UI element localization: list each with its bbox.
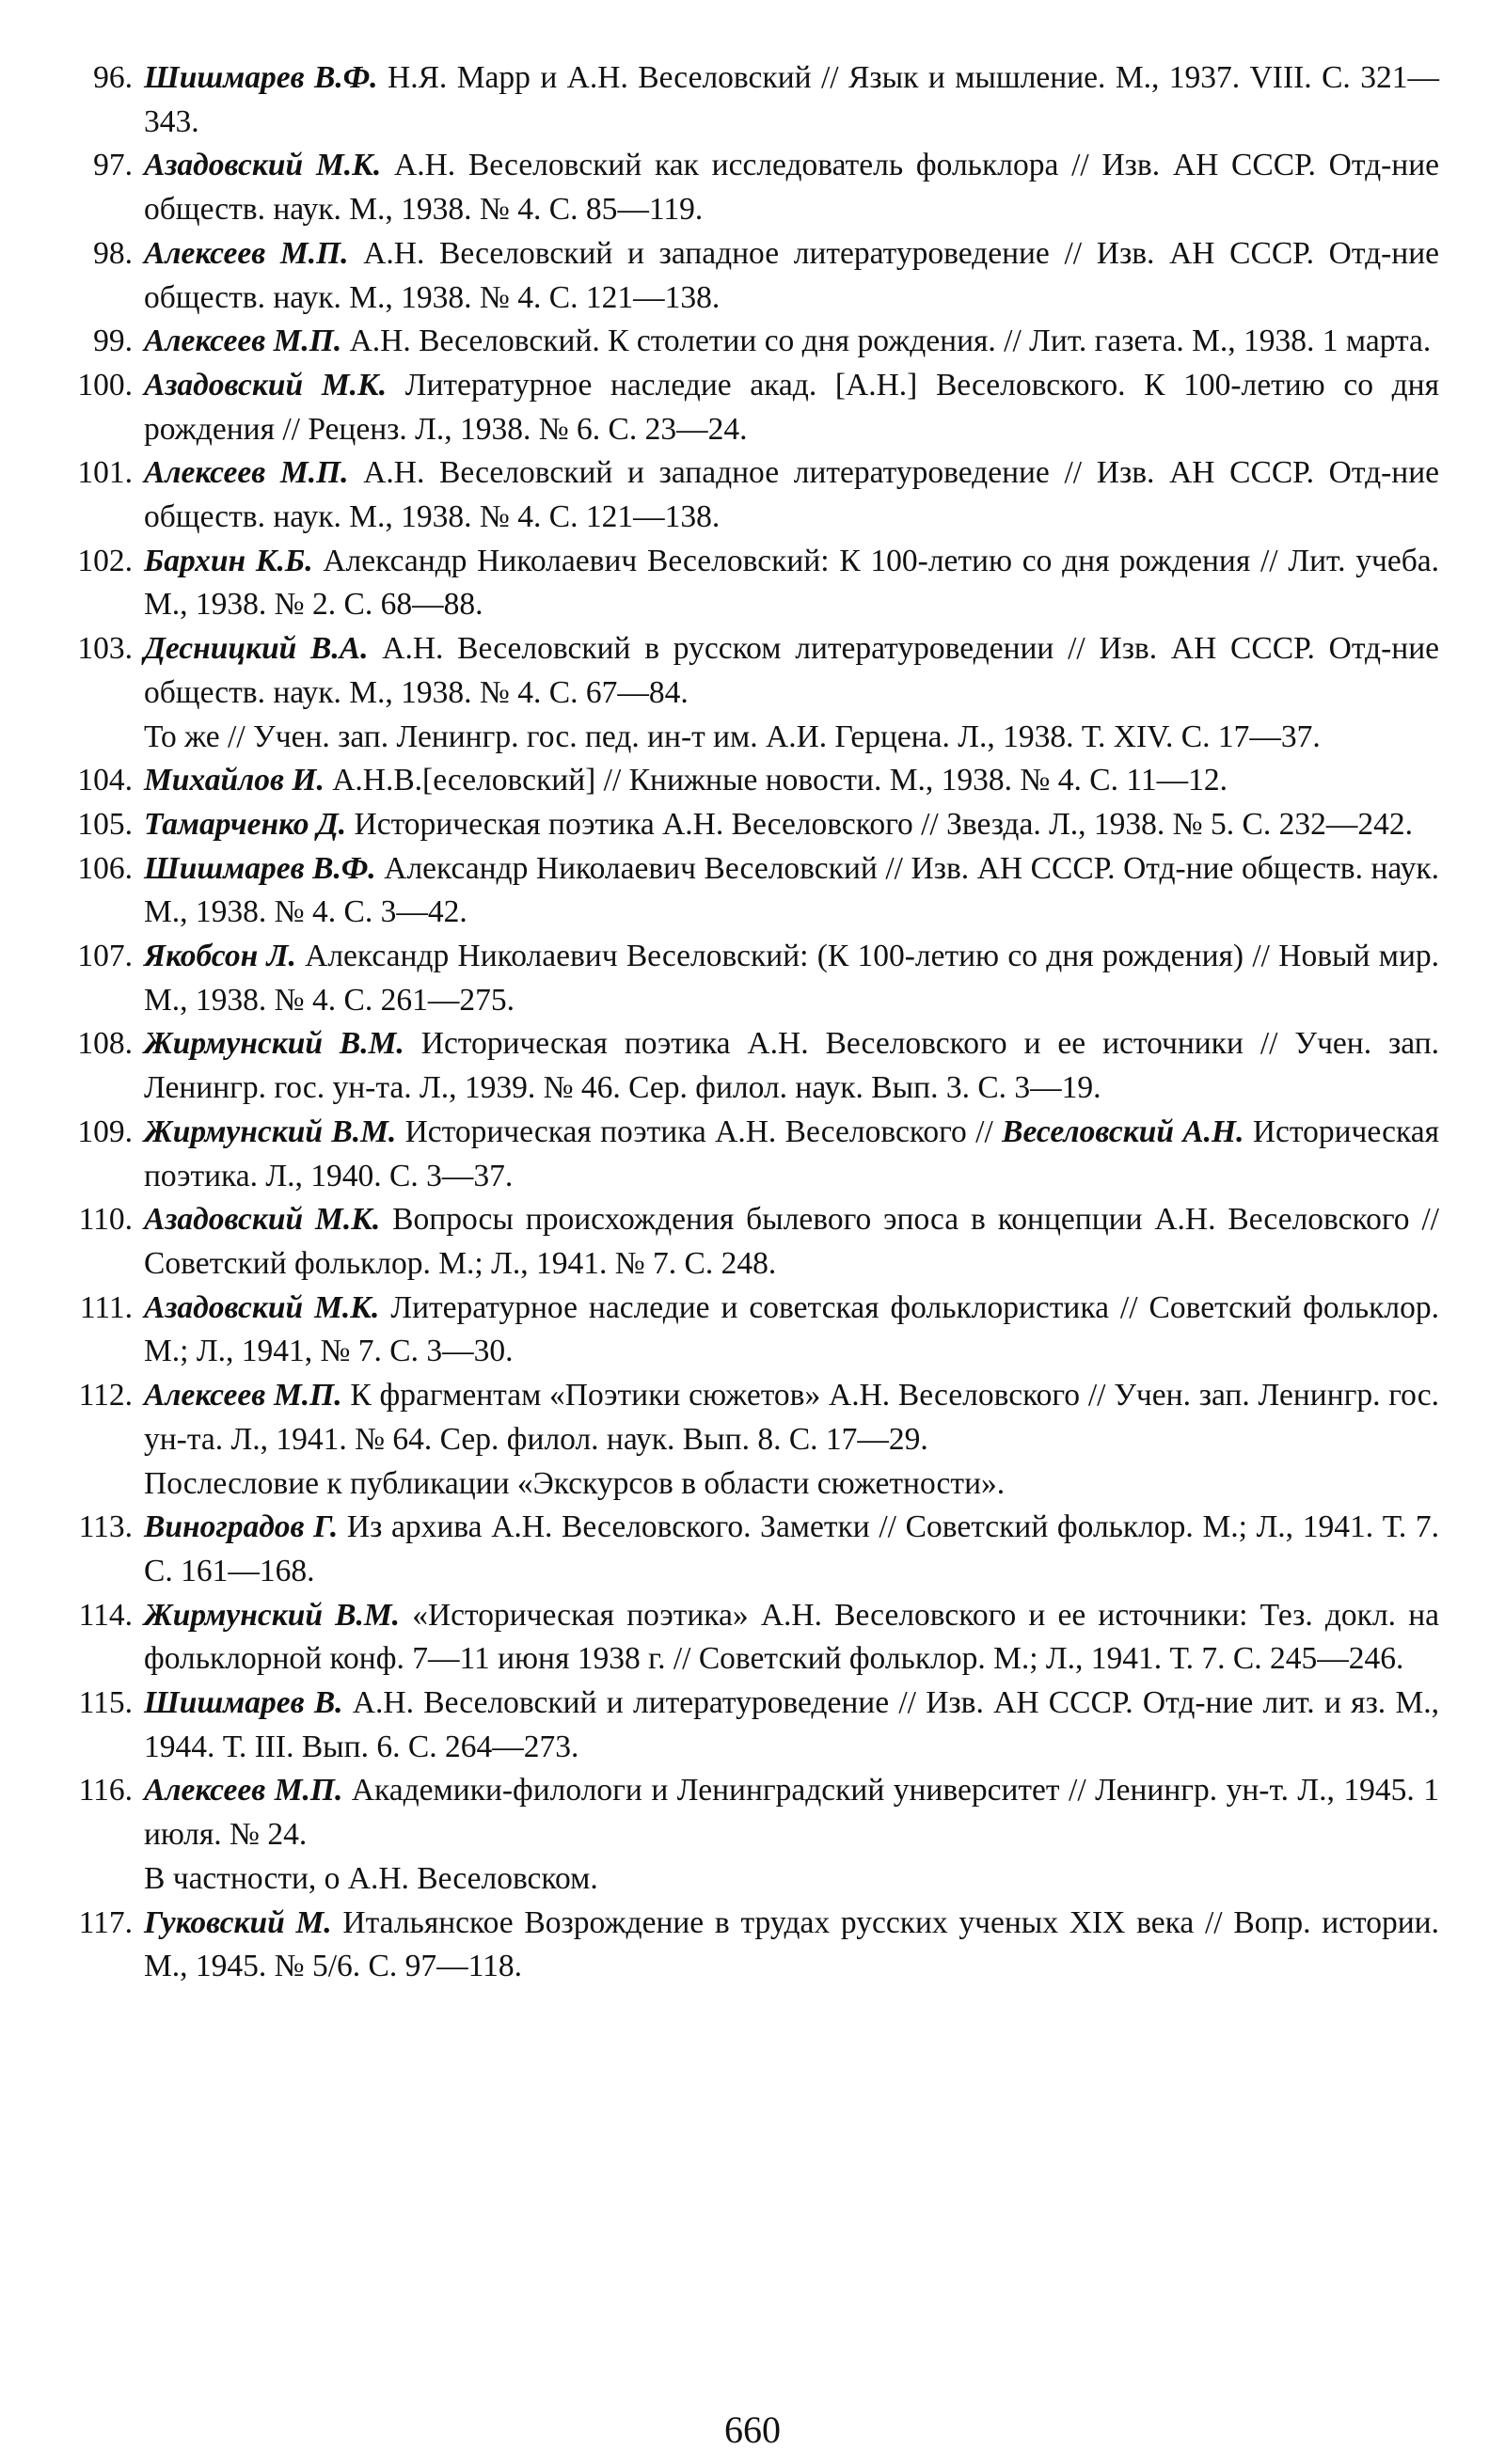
entry-text: Историческая поэтика А.Н. Веселовского // <box>396 1114 1003 1149</box>
entry-secondary-author: Веселовский А.Н. <box>1002 1114 1244 1149</box>
bibliography-entry <box>71 1594 1439 1682</box>
bibliography-entry <box>71 1287 1439 1374</box>
entry-number: 106. <box>77 850 133 886</box>
entry-number: 115. <box>78 1685 133 1721</box>
entry-author: Шишмарев В. <box>144 1685 343 1721</box>
entry-number: 103. <box>77 631 133 667</box>
entry-number: 107. <box>77 939 133 974</box>
bibliography-entry <box>71 540 1439 627</box>
entry-author: Алексеев М.П. <box>144 235 349 271</box>
entry-text: К фрагментам «Поэтики сюжетов» А.Н. Веселовского // Учен. зап. Ленингр. гос. ун-та. Л., 1941. № 64. Сер. филол. наук. Вып. 8. С. 17—29. <box>144 1378 1439 1457</box>
entry-number: 101. <box>77 455 133 491</box>
bibliography-entry <box>71 1198 1439 1286</box>
bibliography-entry <box>71 364 1439 451</box>
entry-text: Академики-филологи и Ленинградский университет // Ленингр. ун-т. Л., 1945. 1 июля. № 24. <box>144 1773 1439 1853</box>
entry-number: 99. <box>93 324 133 359</box>
entry-text: А.Н. Веселовский. К столетии со дня рождения. // Лит. газета. М., 1938. 1 марта. <box>341 324 1432 359</box>
entry-number: 112. <box>78 1378 133 1414</box>
entry-number: 109. <box>77 1114 133 1149</box>
entry-author: Шишмарев В.Ф. <box>144 850 376 886</box>
entry-author: Алексеев М.П. <box>144 1773 343 1809</box>
bibliography-entry <box>71 144 1439 231</box>
entry-text: Александр Николаевич Веселовский: К 100-летию со дня рождения // Лит. учеба. М., 1938. № 2. С. 68—88. <box>144 543 1439 623</box>
entry-note: То же // Учен. зап. Ленингр. гос. пед. ин-т им. А.И. Герцена. Л., 1938. Т. XIV. С. 17—37. <box>144 719 1321 754</box>
entry-text: Из архива А.Н. Веселовского. Заметки // Советский фольклор. М.; Л., 1941. Т. 7. С. 161—168. <box>144 1509 1439 1588</box>
bibliography-entry <box>71 1682 1439 1769</box>
entry-number: 104. <box>77 763 133 798</box>
entry-text: Историческая поэтика А.Н. Веселовского и ее источники // Учен. зап. Ленингр. гос. ун-та. Л., 1939. № 46. Сер. филол. наук. Вып. 3. С. 3—19. <box>144 1026 1440 1106</box>
entry-text: Александр Николаевич Веселовский: (К 100-летию со дня рождения) // Новый мир. М., 1938. № 4. С. 261—275. <box>144 939 1439 1018</box>
bibliography-entry <box>71 56 1439 144</box>
bibliography-entry <box>71 1111 1439 1198</box>
bibliography-entry <box>71 803 1439 847</box>
entry-author: Жирмунский В.М. <box>144 1026 404 1062</box>
bibliography-entry <box>71 451 1439 539</box>
entry-text: Историческая поэтика А.Н. Веселовского // Звезда. Л., 1938. № 5. С. 232—242. <box>346 806 1413 842</box>
entry-author: Якобсон Л. <box>144 939 296 974</box>
entry-author: Алексеев М.П. <box>144 324 342 359</box>
bibliography-entry <box>71 232 1439 320</box>
entry-text: Итальянское Возрождение в трудах русских ученых XIX века // Вопр. истории. М., 1945. № 5/6. С. 97—118. <box>144 1904 1439 1984</box>
entry-text: А.Н. Веселовский как исследователь фольклора // Изв. АН СССР. Отд-ние обществ. наук. М., 1938. № 4. С. 85—119. <box>144 148 1439 228</box>
entry-author: Жирмунский В.М. <box>144 1114 397 1149</box>
bibliography-entry <box>71 847 1439 935</box>
entry-text: Александр Николаевич Веселовский // Изв. АН СССР. Отд-ние обществ. наук. М., 1938. № 4. С. 3—42. <box>144 850 1439 930</box>
entry-author: Шишмарев В.Ф. <box>144 60 378 95</box>
entry-number: 96. <box>93 60 133 95</box>
entry-author: Алексеев М.П. <box>144 455 349 491</box>
entry-text: А.Н. Веселовский и литературоведение // Изв. АН СССР. Отд-ние лит. и яз. М., 1944. Т. III. Вып. 6. С. 264—273. <box>144 1685 1439 1764</box>
entry-number: 97. <box>93 148 133 183</box>
entry-author: Михайлов И. <box>144 763 325 798</box>
page-number: 660 <box>724 2409 781 2451</box>
entry-author: Десницкий В.А. <box>144 631 369 667</box>
entry-author: Азадовский М.К. <box>144 1202 381 1238</box>
entry-author: Азадовский М.К. <box>144 367 388 403</box>
entry-author: Азадовский М.К. <box>144 1289 380 1325</box>
entry-number: 114. <box>78 1597 133 1633</box>
entry-number: 113. <box>78 1509 133 1545</box>
entry-text-continued: Историческая поэтика. Л., 1940. С. 3—37. <box>144 1114 1440 1193</box>
entry-author: Гуковский М. <box>144 1904 332 1940</box>
entry-number: 98. <box>93 235 133 271</box>
entry-number: 102. <box>77 543 133 578</box>
bibliography-list <box>71 56 1439 1989</box>
entry-number: 108. <box>77 1026 133 1062</box>
entry-text: Вопросы происхождения былевого эпоса в концепции А.Н. Веселовского // Советский фольклор. М.; Л., 1941. № 7. С. 248. <box>144 1202 1439 1281</box>
entry-text: Н.Я. Марр и А.Н. Веселовский // Язык и мышление. М., 1937. VIII. С. 321—343. <box>144 60 1439 139</box>
entry-number: 110. <box>78 1202 133 1238</box>
bibliography-entry <box>71 759 1439 803</box>
entry-text: Литературное наследие и советская фольклористика // Советский фольклор. М.; Л., 1941, № 7. С. 3—30. <box>144 1289 1439 1369</box>
bibliography-entry <box>71 627 1439 759</box>
entry-text: «Историческая поэтика» А.Н. Веселовского и ее источники: Тез. докл. на фольклорной конф. 7—11 июня 1938 г. // Советский фольклор. М.; Л., 1941. Т. 7. С. 245—246. <box>144 1597 1439 1677</box>
entry-author: Алексеев М.П. <box>144 1378 342 1414</box>
entry-text: Литературное наследие акад. [А.Н.] Веселовского. К 100-летию со дня рождения // Реценз. Л., 1938. № 6. С. 23—24. <box>144 367 1439 447</box>
entry-note: В частности, о А.Н. Веселовском. <box>144 1860 598 1896</box>
entry-number: 105. <box>77 806 133 842</box>
entry-number: 116. <box>78 1773 133 1809</box>
entry-text: А.Н. Веселовский и западное литературоведение // Изв. АН СССР. Отд-ние обществ. наук. М., 1938. № 4. С. 121—138. <box>144 235 1439 315</box>
entry-text: А.Н. Веселовский в русском литературоведении // Изв. АН СССР. Отд-ние обществ. наук. М., 1938. № 4. С. 67—84. <box>144 631 1439 710</box>
bibliography-entry <box>71 1022 1439 1110</box>
bibliography-entry <box>71 1769 1439 1901</box>
entry-author: Виноградов Г. <box>144 1509 339 1545</box>
bibliography-entry <box>71 1902 1439 1989</box>
bibliography-entry <box>71 1374 1439 1506</box>
bibliography-entry <box>71 320 1439 364</box>
entry-author: Азадовский М.К. <box>144 148 382 183</box>
entry-note: Послесловие к публикации «Экскурсов в области сюжетности». <box>144 1465 1006 1501</box>
entry-text: А.Н. Веселовский и западное литературоведение // Изв. АН СССР. Отд-ние обществ. наук. М., 1938. № 4. С. 121—138. <box>144 455 1439 535</box>
bibliography-entry <box>71 935 1439 1022</box>
entry-number: 100. <box>77 367 133 403</box>
entry-author: Бархин К.Б. <box>144 543 313 578</box>
entry-author: Тамарченко Д. <box>144 806 347 842</box>
bibliography-entry <box>71 1506 1439 1593</box>
entry-number: 111. <box>79 1289 133 1325</box>
entry-text: А.Н.В.[еселовский] // Книжные новости. М., 1938. № 4. С. 11—12. <box>324 763 1228 798</box>
entry-number: 117. <box>78 1904 133 1940</box>
entry-author: Жирмунский В.М. <box>144 1597 401 1633</box>
